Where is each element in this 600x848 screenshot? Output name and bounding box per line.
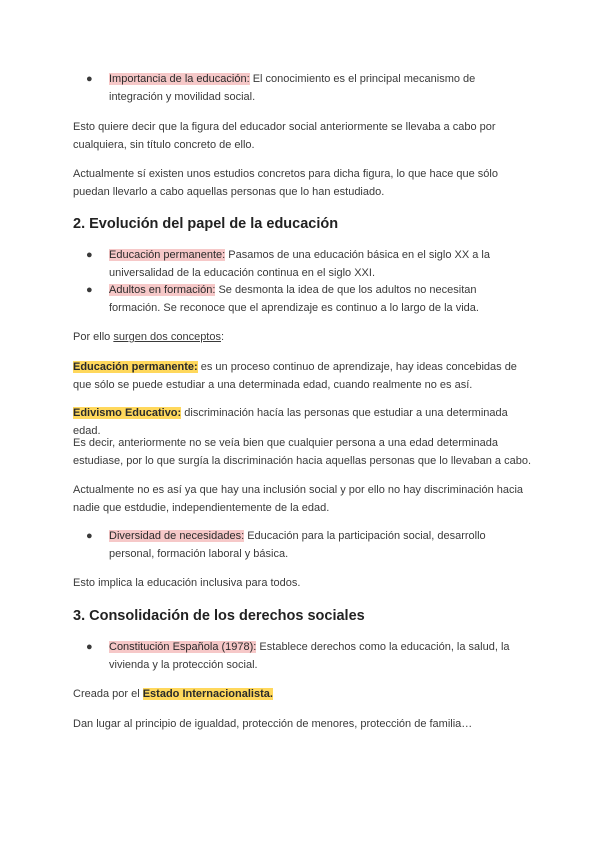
term-importancia: Importancia de la educación:: [109, 73, 250, 85]
term-diversidad-necesidades: Diversidad de necesidades:: [109, 530, 245, 542]
term-adultos-formacion: Adultos en formación:: [109, 284, 216, 296]
por-ello-prefix: Por ello: [73, 331, 114, 343]
creada-prefix: Creada por el: [73, 688, 143, 700]
concept-edivismo-text: discriminación hacía las personas que estudiar a una determinada edad.: [73, 407, 508, 437]
para-concepto-educacion-permanente: [73, 358, 533, 394]
bullet-icon: ●: [86, 641, 93, 653]
por-ello-suffix: :: [221, 331, 225, 343]
bullet-educacion-permanente: [88, 246, 528, 282]
bullet-icon: ●: [86, 73, 93, 85]
bullet-adultos-formacion-text: Se desmonta la idea de que los adultos no necesitan formación. Se reconoce que el aprendizaje es continuo a lo largo de la vida.: [109, 284, 479, 314]
surgen-conceptos-link: surgen dos conceptos: [113, 331, 221, 343]
para-es-decir: Es decir, anteriormente no se veía bien que cualquier persona a una edad determinada estudiase, por lo que surgía la discriminación hacia aquellas personas que lo llevaban a cabo.: [73, 437, 532, 467]
para-dan-lugar: Dan lugar al principio de igualdad, protección de menores, protección de familia…: [73, 718, 473, 730]
bullet-constitucion: [88, 638, 528, 674]
para-educador-social: Esto quiere decir que la figura del educador social anteriormente se llevaba a cabo por cualquiera, sin título concreto de ello.: [73, 121, 496, 151]
bullet-icon: ●: [86, 249, 93, 261]
bullet-constitucion-text: Establece derechos como la educación, la salud, la vivienda y la protección social.: [109, 641, 510, 671]
bullet-importancia-text: El conocimiento es el principal mecanismo de integración y movilidad social.: [109, 73, 476, 103]
para-estudios-concretos: Actualmente sí existen unos estudios concretos para dicha figura, lo que hace que sólo puedan llevarlo a cabo aquellas personas que lo han estudiado.: [73, 168, 498, 198]
bullet-diversidad-necesidades: [88, 527, 528, 563]
bullet-educacion-permanente-text: Pasamos de una educación básica en el siglo XX a la universalidad de la educación continua en el siglo XXI.: [109, 249, 490, 279]
bullet-icon: ●: [86, 530, 93, 542]
heading-evolucion: 2. Evolución del papel de la educación: [73, 216, 339, 232]
heading-consolidacion: 3. Consolidación de los derechos sociales: [73, 608, 365, 624]
para-creada-por: [73, 685, 533, 703]
bullet-icon: ●: [86, 284, 93, 296]
para-educacion-inclusiva: Esto implica la educación inclusiva para todos.: [73, 577, 301, 589]
term-constitucion: Constitución Española (1978):: [109, 641, 257, 653]
para-por-ello: [73, 328, 533, 346]
bullet-adultos-formacion: [88, 281, 528, 317]
term-educacion-permanente: Educación permanente:: [109, 249, 226, 261]
concept-educacion-permanente-term: Educación permanente:: [73, 361, 198, 373]
para-actualmente-inclusion: Actualmente no es así ya que hay una inclusión social y por ello no hay discriminación hacia nadie que estdudie, independientemente de la edad.: [73, 484, 524, 514]
concept-edivismo-term: Edivismo Educativo:: [73, 407, 182, 419]
bullet-diversidad-text: Educación para la participación social, desarrollo personal, formación laboral y básica.: [109, 530, 486, 560]
concept-educacion-permanente-text: es un proceso continuo de aprendizaje, hay ideas concebidas de que sólo se puede estudiar a una determinada edad, cuando realmente no es así.: [73, 361, 517, 391]
term-estado-internacionalista: Estado Internacionalista.: [142, 688, 273, 700]
bullet-importancia: [88, 70, 528, 106]
